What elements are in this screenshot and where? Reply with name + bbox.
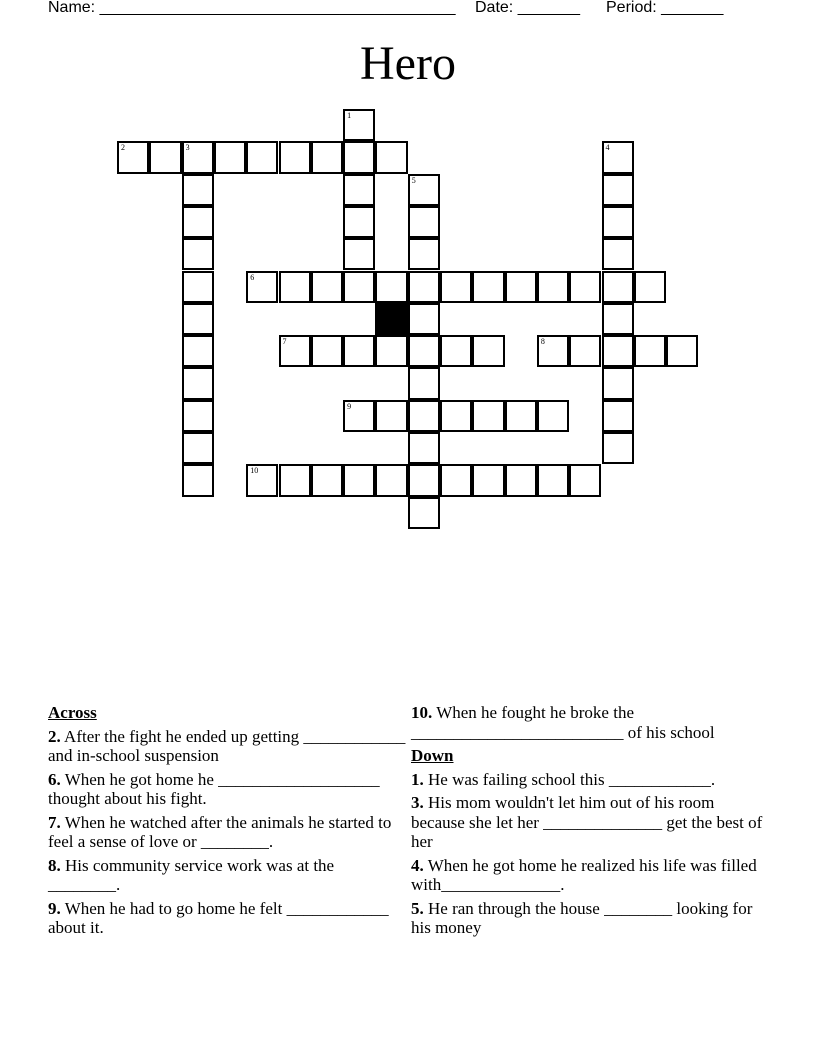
grid-cell[interactable]: [375, 141, 407, 173]
grid-block: [375, 303, 407, 335]
grid-cell[interactable]: [472, 464, 504, 496]
clue-across-6: 6. When he got home he ___________________ thought about his fight.: [48, 769, 380, 808]
clue-number: 8: [540, 337, 545, 347]
grid-cell[interactable]: [408, 206, 440, 238]
grid-cell[interactable]: [408, 367, 440, 399]
grid-cell[interactable]: [440, 400, 472, 432]
grid-cell[interactable]: [537, 464, 569, 496]
clue-across-10: 10. When he fought he broke the _________________________ of his school: [411, 703, 715, 742]
grid-cell[interactable]: [602, 238, 634, 270]
clue-across-9: 9. When he had to go home he felt ____________ about it.: [48, 898, 389, 937]
grid-cell[interactable]: [537, 335, 569, 367]
grid-cell[interactable]: [343, 238, 375, 270]
grid-cell[interactable]: [182, 174, 214, 206]
across-heading: Across: [48, 703, 97, 722]
grid-cell[interactable]: [602, 432, 634, 464]
grid-cell[interactable]: [182, 400, 214, 432]
grid-cell[interactable]: [602, 271, 634, 303]
page-title: Hero: [360, 37, 456, 90]
grid-cell[interactable]: [408, 174, 440, 206]
period-field-label: Period: _______: [606, 0, 724, 16]
grid-cell[interactable]: [182, 303, 214, 335]
clue-across-8: 8. His community service work was at the ________.: [48, 855, 335, 894]
grid-cell[interactable]: [343, 400, 375, 432]
grid-cell[interactable]: [569, 335, 601, 367]
grid-cell[interactable]: [602, 335, 634, 367]
grid-cell[interactable]: [182, 206, 214, 238]
clue-number: 9: [347, 401, 352, 411]
grid-cell[interactable]: [311, 141, 343, 173]
grid-cell[interactable]: [408, 497, 440, 529]
clue-down-5: 5. He ran through the house ________ looking for his money: [411, 898, 753, 937]
grid-cell[interactable]: [279, 271, 311, 303]
grid-cell[interactable]: [408, 432, 440, 464]
grid-cell[interactable]: [343, 271, 375, 303]
clues-column-right: [411, 703, 763, 942]
grid-cell[interactable]: [602, 174, 634, 206]
clue-number: 10: [250, 466, 259, 476]
grid-cell[interactable]: [343, 174, 375, 206]
grid-cell[interactable]: [214, 141, 246, 173]
grid-cell[interactable]: [537, 400, 569, 432]
grid-cell[interactable]: [537, 271, 569, 303]
grid-cell[interactable]: [440, 464, 472, 496]
grid-cell[interactable]: [246, 141, 278, 173]
grid-cell[interactable]: [634, 271, 666, 303]
clue-down-3: 3. His mom wouldn't let him out of his room because she let her ______________ get the best of her: [411, 793, 763, 851]
date-field-label: Date: _______: [475, 0, 580, 16]
grid-cell[interactable]: [311, 464, 343, 496]
grid-cell[interactable]: [666, 335, 698, 367]
grid-cell[interactable]: [343, 109, 375, 141]
clue-number: 6: [250, 272, 255, 282]
grid-cell[interactable]: [408, 400, 440, 432]
grid-cell[interactable]: [602, 367, 634, 399]
grid-cell[interactable]: [375, 271, 407, 303]
grid-cell[interactable]: [311, 335, 343, 367]
grid-cell[interactable]: [472, 335, 504, 367]
clues-column-left: [48, 703, 408, 942]
grid-cell[interactable]: [569, 271, 601, 303]
grid-cell[interactable]: [182, 432, 214, 464]
grid-cell[interactable]: [505, 400, 537, 432]
grid-cell[interactable]: [440, 271, 472, 303]
clue-across-7: 7. When he watched after the animals he started to feel a sense of love or ________.: [48, 812, 392, 851]
clue-down-1: 1. He was failing school this ____________.: [411, 769, 716, 789]
clue-number: 4: [605, 143, 610, 153]
grid-cell[interactable]: [408, 464, 440, 496]
down-heading: Down: [411, 746, 454, 765]
grid-cell[interactable]: [375, 400, 407, 432]
grid-cell[interactable]: [505, 271, 537, 303]
grid-cell[interactable]: [246, 271, 278, 303]
grid-cell[interactable]: [182, 464, 214, 496]
grid-cell[interactable]: [279, 141, 311, 173]
grid-cell[interactable]: [343, 141, 375, 173]
grid-cell[interactable]: [602, 303, 634, 335]
clue-number: 5: [411, 175, 416, 185]
name-field-label: Name: ________________________________________: [48, 0, 456, 16]
grid-cell[interactable]: [602, 206, 634, 238]
grid-cell[interactable]: [440, 335, 472, 367]
grid-cell[interactable]: [182, 367, 214, 399]
grid-cell[interactable]: [343, 335, 375, 367]
grid-cell[interactable]: [375, 464, 407, 496]
clue-number: 2: [121, 143, 125, 153]
grid-cell[interactable]: [472, 400, 504, 432]
grid-cell[interactable]: [182, 335, 214, 367]
clue-number: 1: [347, 111, 352, 120]
clue-down-4: 4. When he got home he realized his life was filled with______________.: [411, 855, 757, 894]
grid-cell[interactable]: [602, 141, 634, 173]
grid-cell[interactable]: [569, 464, 601, 496]
grid-cell[interactable]: [279, 464, 311, 496]
grid-cell[interactable]: [505, 464, 537, 496]
grid-cell[interactable]: [343, 464, 375, 496]
grid-cell[interactable]: [149, 141, 181, 173]
grid-cell[interactable]: [375, 335, 407, 367]
grid-cell[interactable]: [182, 141, 214, 173]
grid-cell[interactable]: [408, 335, 440, 367]
clue-number: 3: [185, 143, 190, 153]
grid-cell[interactable]: [343, 206, 375, 238]
grid-cell[interactable]: [182, 238, 214, 270]
clue-across-2: 2. After the fight he ended up getting ____________ and in-school suspension: [48, 726, 406, 765]
grid-cell[interactable]: [634, 335, 666, 367]
grid-cell[interactable]: [246, 464, 278, 496]
grid-cell[interactable]: [311, 271, 343, 303]
grid-cell[interactable]: [117, 141, 149, 173]
grid-cell[interactable]: [408, 303, 440, 335]
grid-cell[interactable]: [408, 271, 440, 303]
grid-cell[interactable]: [408, 238, 440, 270]
grid-cell[interactable]: [472, 271, 504, 303]
grid-cell[interactable]: [602, 400, 634, 432]
grid-cell[interactable]: [279, 335, 311, 367]
clue-number: 7: [282, 337, 287, 347]
grid-cell[interactable]: [182, 271, 214, 303]
